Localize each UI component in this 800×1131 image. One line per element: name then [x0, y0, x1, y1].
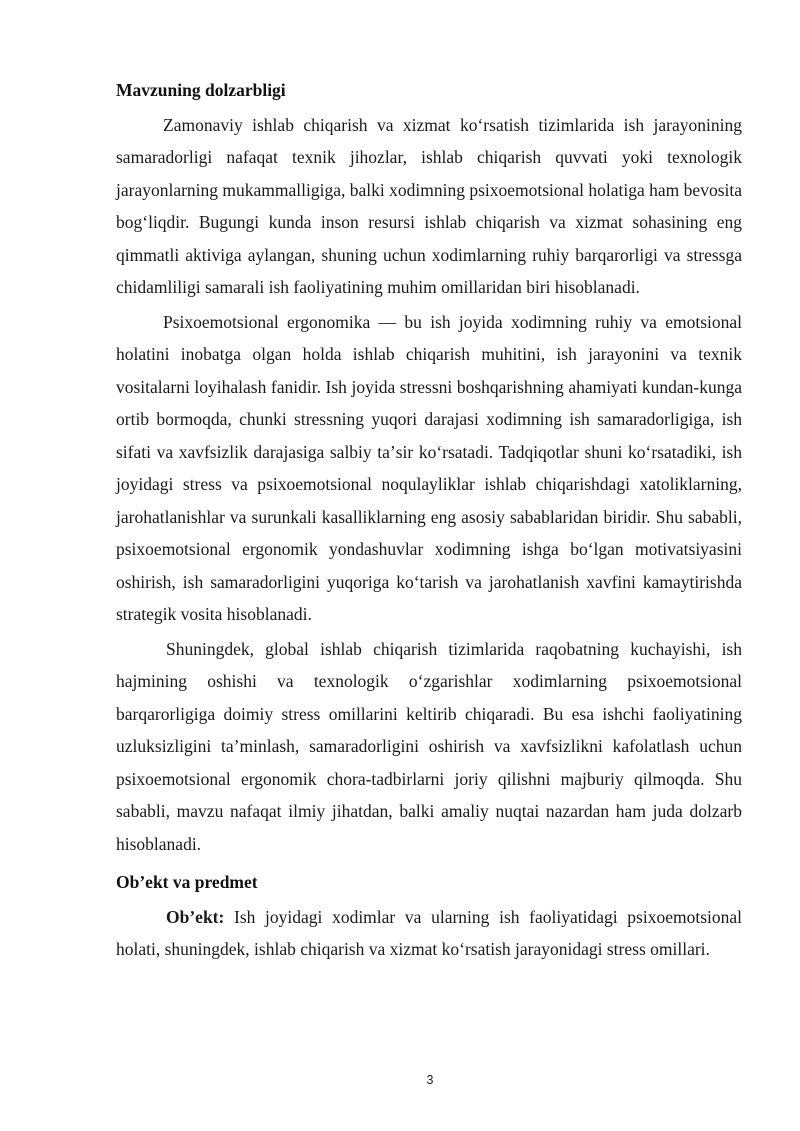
section-heading-object-subject: Obʼekt va predmet [116, 872, 258, 892]
object-text: Ish joyidagi xodimlar va ularning ish faoliyatidagi psixoemotsional holati, shuningdek, ishlab chiqarish va xizmat koʻrsatish jarayonidagi stress omillari. [116, 906, 742, 959]
object-label: Obʼekt: [166, 906, 225, 927]
paragraph-object [116, 901, 742, 966]
section-heading-relevance: Mavzuning dolzarbligi [116, 80, 286, 100]
page-number: 3 [426, 1073, 434, 1087]
paragraph-3: Shuningdek, global ishlab chiqarish tizimlarida raqobatning kuchayishi, ish hajmining oshishi va texnologik oʻzgarishlar xodimlarning psixoemotsional barqarorligiga doimiy stress omillarini keltirib chiqaradi. Bu esa ishchi faoliyatining uzluksizligini taʼminlash, samaradorligini oshirish va xavfsizlikni kafolatlash uchun psixoemotsional ergonomik chora-tadbirlarni joriy qilishni majburiy qilmoqda. Shu sababli, mavzu nafaqat ilmiy jihatdan, balki amaliy nuqtai nazardan ham juda dolzarb hisoblanadi. [116, 638, 742, 854]
paragraph-2: Psixoemotsional ergonomika — bu ish joyida xodimning ruhiy va emotsional holatini inobatga olgan holda ishlab chiqarish muhitini, ish jarayonini va texnik vositalarni loyihalash fanidir. Ish joyida stressni boshqarishning ahamiyati kundan-kunga ortib bormoqda, chunki stressning yuqori darajasi xodimning ish samaradorligiga, ish sifati va xavfsizlik darajasiga salbiy taʼsir koʻrsatadi. Tadqiqotlar shuni koʻrsatadiki, ish joyidagi stress va psixoemotsional noqulayliklar ishlab chiqarishdagi xatoliklarning, jarohatlanishlar va surunkali kasalliklarning eng asosiy sabablaridan biridir. Shu sababli, psixoemotsional ergonomik yondashuvlar xodimning ishga boʻlgan motivatsiyasini oshirish, ish samaradorligini yuqoriga koʻtarish va jarohatlanish xavfini kamaytirishda strategik vosita hisoblanadi. [116, 311, 742, 624]
document-page [116, 74, 742, 966]
paragraph-1: Zamonaviy ishlab chiqarish va xizmat koʻrsatish tizimlarida ish jarayonining samaradorligi nafaqat texnik jihozlar, ishlab chiqarish quvvati yoki texnologik jarayonlarning mukammalligiga, balki xodimning psixoemotsional holatiga ham bevosita bogʻliqdir. Bugungi kunda inson resursi ishlab chiqarish va xizmat sohasining eng qimmatli aktiviga aylangan, shuning uchun xodimlarning ruhiy barqarorligi va stressga chidamliligi samarali ish faoliyatining muhim omillaridan biri hisoblanadi. [116, 114, 742, 297]
